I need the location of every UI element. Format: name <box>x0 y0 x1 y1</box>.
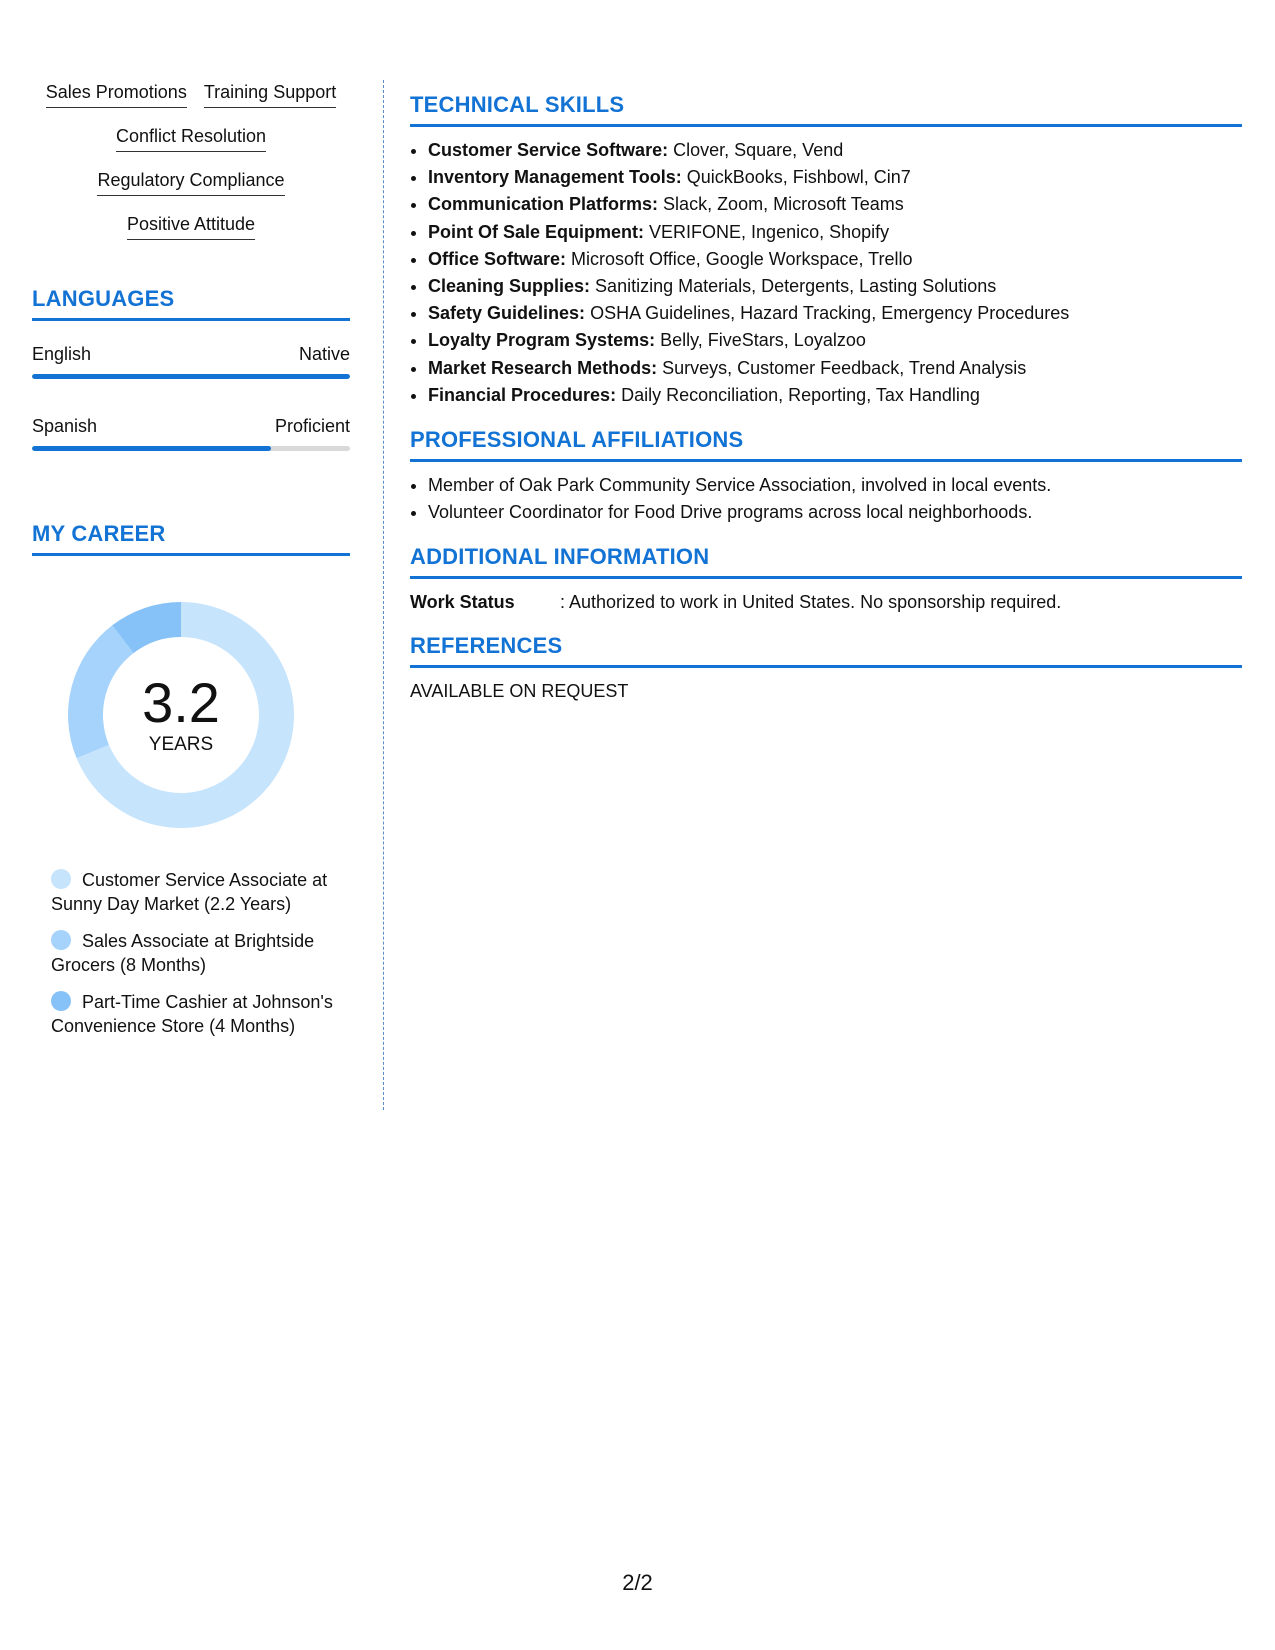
skill-category: Loyalty Program Systems: <box>428 330 656 351</box>
legend-label: Sales Associate at Brightside Grocers (8 Months) <box>51 931 315 975</box>
list-item <box>428 300 1242 327</box>
language-name: English <box>32 344 92 364</box>
language-bar-fill <box>32 446 271 451</box>
skill-values: VERIFONE, Ingenico, Shopify <box>649 221 890 242</box>
skill-tag: Regulatory Compliance <box>97 168 284 196</box>
sidebar <box>32 80 350 1051</box>
skill-values: Slack, Zoom, Microsoft Teams <box>663 194 904 215</box>
skill-row <box>32 124 350 152</box>
additional-info-title: ADDITIONAL INFORMATION <box>410 544 1242 579</box>
work-status-value: : Authorized to work in United States. No sponsorship required. <box>560 592 1062 613</box>
skill-values: Belly, FiveStars, Loyalzoo <box>660 330 866 351</box>
language-level: Native <box>298 344 350 364</box>
list-item <box>428 164 1242 191</box>
skill-category: Communication Platforms: <box>428 194 659 215</box>
list-item <box>428 219 1242 246</box>
skill-tag: Training Support <box>204 80 336 108</box>
legend-item <box>51 990 341 1038</box>
language-list <box>32 343 350 451</box>
language-level: Proficient <box>274 416 350 436</box>
list-item <box>428 137 1242 164</box>
legend-label: Customer Service Associate at Sunny Day Market (2.2 Years) <box>51 870 328 914</box>
affiliations-section <box>410 427 1242 526</box>
skill-values: OSHA Guidelines, Hazard Tracking, Emergency Procedures <box>590 303 1070 324</box>
skill-tags <box>32 80 350 240</box>
language-row <box>32 415 350 437</box>
column-divider <box>383 80 384 1110</box>
list-item <box>428 191 1242 218</box>
legend-item <box>51 929 341 977</box>
list-item: • Volunteer Coordinator for Food Drive programs across local neighborhoods. <box>428 499 1242 526</box>
skill-values: Microsoft Office, Google Workspace, Trello <box>571 248 913 269</box>
list-item: • Member of Oak Park Community Service Association, involved in local events. <box>428 472 1242 499</box>
list-item <box>428 355 1242 382</box>
skill-category: Safety Guidelines: <box>428 303 586 324</box>
skill-values: Daily Reconciliation, Reporting, Tax Handling <box>621 384 980 405</box>
skill-values: QuickBooks, Fishbowl, Cin7 <box>686 167 911 188</box>
skill-tag: Positive Attitude <box>127 212 255 240</box>
affiliations-list <box>410 472 1242 526</box>
additional-info-section <box>410 544 1242 615</box>
skill-row <box>32 212 350 240</box>
list-item <box>428 246 1242 273</box>
language-bar <box>32 446 350 451</box>
language-bar <box>32 374 350 379</box>
technical-skills-section <box>410 92 1242 409</box>
list-item <box>428 273 1242 300</box>
career-title: MY CAREER <box>32 521 350 556</box>
career-donut <box>66 600 296 830</box>
donut-center <box>66 600 296 830</box>
career-total-value: 3.2 <box>142 671 220 734</box>
skill-values: Clover, Square, Vend <box>673 140 844 160</box>
skill-tag: Conflict Resolution <box>116 124 266 152</box>
legend-label: Part-Time Cashier at Johnson's Convenience Store (4 Months) <box>51 992 333 1036</box>
skill-values: Surveys, Customer Feedback, Trend Analysis <box>662 357 1027 378</box>
skill-row <box>32 80 350 108</box>
list-item <box>428 382 1242 409</box>
references-text: AVAILABLE ON REQUEST <box>410 681 629 702</box>
technical-skills-list <box>410 137 1242 409</box>
language-item <box>32 415 350 451</box>
career-section <box>32 521 350 1038</box>
career-total-unit: YEARS <box>148 734 214 755</box>
references-section <box>410 633 1242 704</box>
work-status-row <box>410 589 1242 615</box>
language-name: Spanish <box>32 416 98 436</box>
legend-dot <box>51 930 71 950</box>
language-row <box>32 343 350 365</box>
skill-values: Sanitizing Materials, Detergents, Lasting Solutions <box>595 276 997 297</box>
skill-category: Cleaning Supplies: <box>428 276 591 297</box>
language-item <box>32 343 350 379</box>
skill-category: Financial Procedures: <box>428 384 617 405</box>
skill-category: Point Of Sale Equipment: <box>428 221 645 242</box>
skill-category: Office Software: <box>428 248 567 269</box>
skill-category: Customer Service Software: <box>428 140 669 160</box>
skill-category: Market Research Methods: <box>428 357 658 378</box>
languages-title: LANGUAGES <box>32 286 350 321</box>
legend-item <box>51 868 341 916</box>
languages-section <box>32 286 350 451</box>
work-status-label: Work Status <box>410 592 515 613</box>
page-number: 2/2 <box>622 1570 653 1595</box>
technical-skills-title: TECHNICAL SKILLS <box>410 92 1242 127</box>
legend-dot <box>51 869 71 889</box>
language-bar-fill <box>32 374 350 379</box>
list-item <box>428 327 1242 354</box>
legend-dot <box>51 991 71 1011</box>
skill-tag: Sales Promotions <box>46 80 187 108</box>
career-legend <box>51 868 341 1038</box>
skill-category: Inventory Management Tools: <box>428 167 682 188</box>
main-column <box>410 92 1242 722</box>
affiliations-title: PROFESSIONAL AFFILIATIONS <box>410 427 1242 462</box>
references-title: REFERENCES <box>410 633 1242 668</box>
skill-row <box>32 168 350 196</box>
